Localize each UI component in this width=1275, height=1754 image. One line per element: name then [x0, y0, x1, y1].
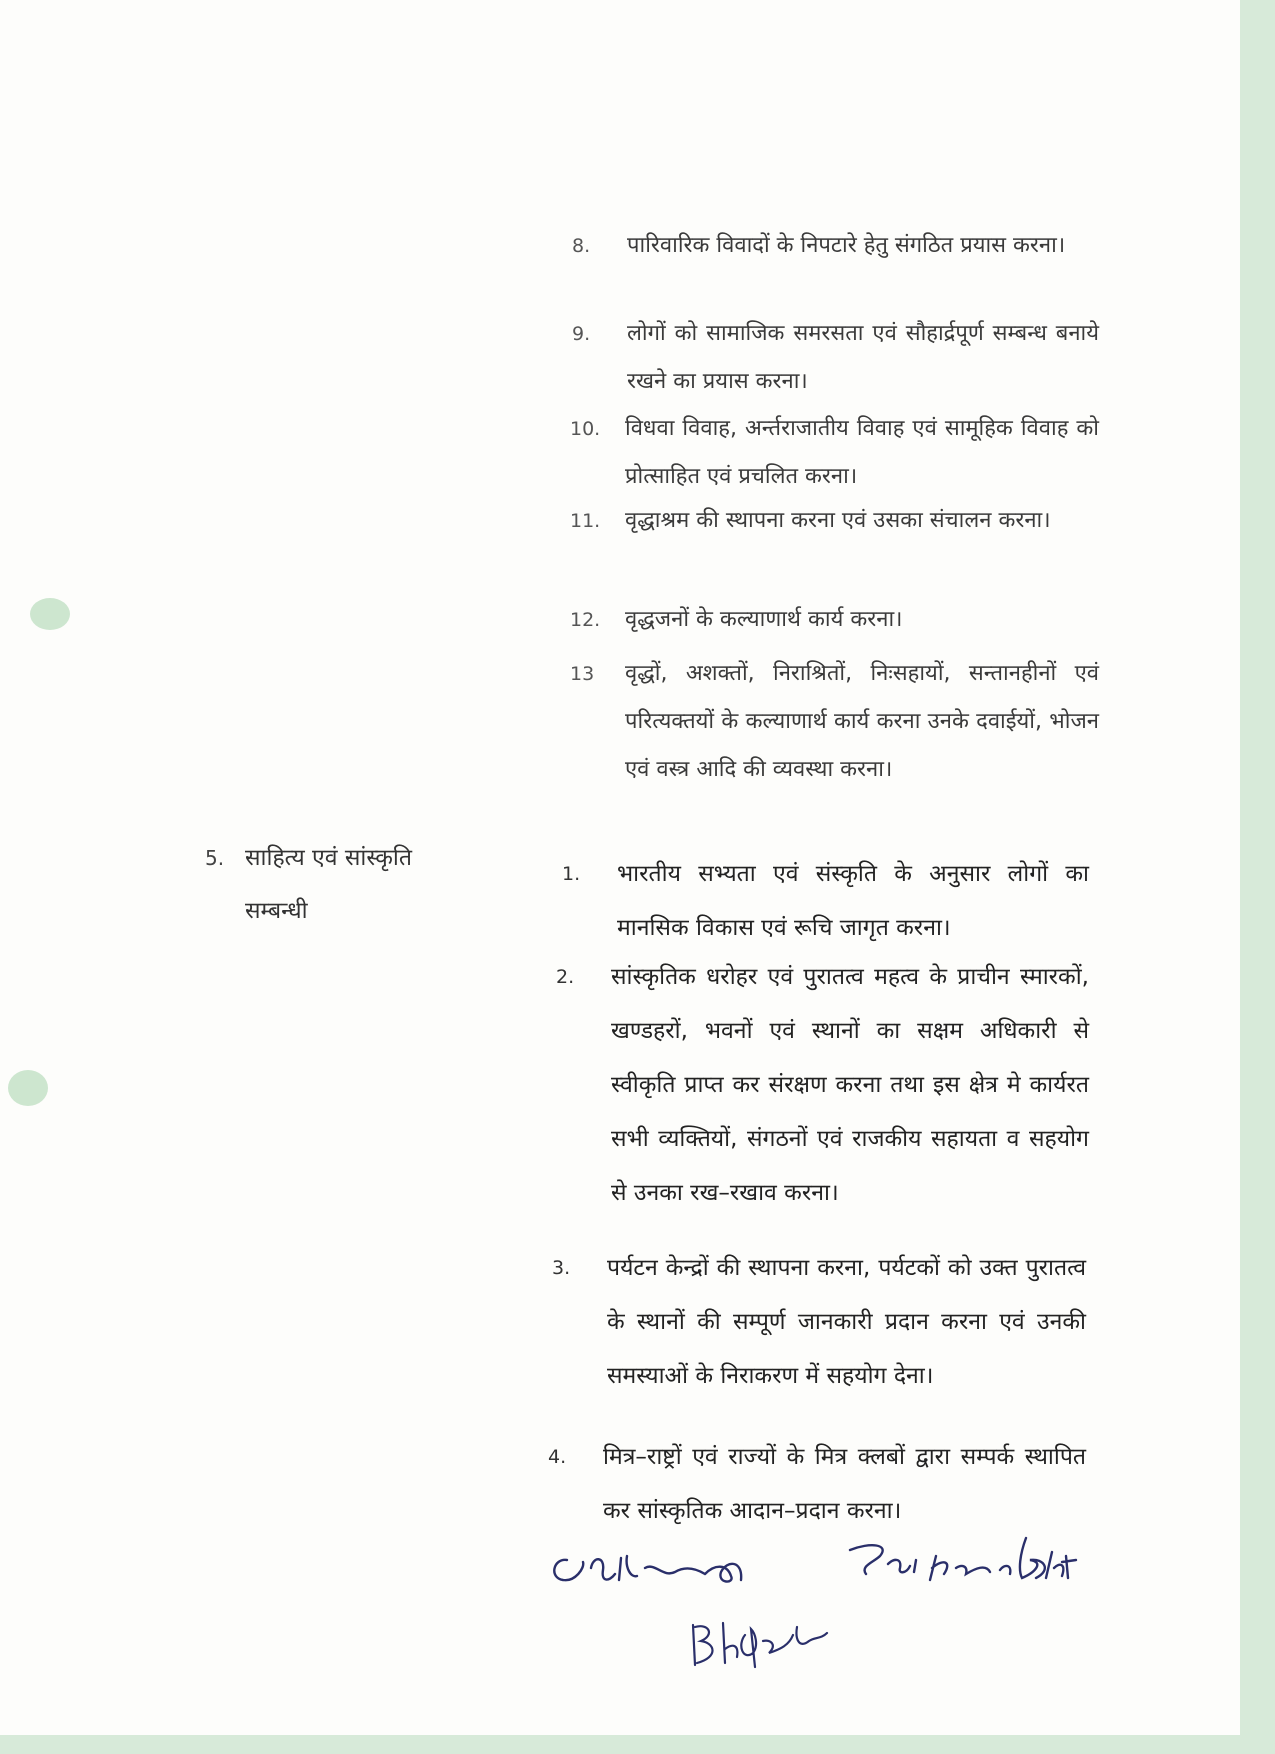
scan-edge-right — [1240, 0, 1275, 1754]
item-number: 9. — [572, 323, 591, 345]
item-number: 1. — [562, 863, 581, 885]
item-text: मित्र–राष्ट्रों एवं राज्यों के मित्र क्लबों द्वारा सम्पर्क स्थापित कर सांस्कृतिक आदान–प्रदान करना। — [603, 1444, 1086, 1524]
item-text: पारिवारिक विवादों के निपटारे हेतु संगठित प्रयास करना। — [627, 233, 1066, 258]
list-item — [570, 650, 1099, 794]
item-number: 8. — [572, 235, 591, 257]
list-item — [570, 497, 1099, 545]
item-number: 2. — [556, 966, 575, 988]
section-number: 5. — [205, 846, 225, 870]
list-item — [552, 1241, 1086, 1403]
item-number: 4. — [548, 1446, 567, 1468]
list-item — [570, 596, 1099, 644]
list-item — [570, 405, 1099, 501]
item-text: लोगों को सामाजिक समरसता एवं सौहार्द्रपूर्ण सम्बन्ध बनाये रखने का प्रयास करना। — [627, 321, 1099, 394]
list-item — [556, 950, 1089, 1220]
item-text: भारतीय सभ्यता एवं संस्कृति के अनुसार लोगों का मानसिक विकास एवं रूचि जागृत करना। — [617, 861, 1089, 941]
list-item — [572, 310, 1099, 406]
scan-mark — [30, 598, 70, 630]
item-text: विधवा विवाह, अर्न्तराजातीय विवाह एवं सामूहिक विवाह को प्रोत्साहित एवं प्रचलित करना। — [625, 416, 1099, 489]
section-title: साहित्य एवं सांस्कृति — [245, 845, 412, 871]
item-number: 13 — [570, 663, 595, 685]
item-text: वृद्धाश्रम की स्थापना करना एवं उसका संचालन करना। — [625, 508, 1051, 533]
signature-left — [545, 1538, 785, 1598]
item-text: सांस्कृतिक धरोहर एवं पुरातत्व महत्व के प्राचीन स्मारकों, खण्डहरों, भवनों एवं स्थानों का सक्षम अधिकारी से स्वीकृति प्राप्त कर संरक्षण करना तथा इस क्षेत्र मे कार्यरत सभी व्यक्तियों, संगठनों एवं राजकीय सहायता व सहयोग से उनका रख–रखाव करना। — [611, 964, 1089, 1206]
scan-mark — [8, 1070, 48, 1106]
item-number: 11. — [570, 510, 601, 532]
item-text: वृद्धजनों के कल्याणार्थ कार्य करना। — [625, 607, 903, 632]
item-number: 3. — [552, 1257, 571, 1279]
list-item — [572, 222, 1099, 270]
scan-edge-bottom — [0, 1735, 1275, 1754]
item-text: पर्यटन केन्द्रों की स्थापना करना, पर्यटकों को उक्त पुरातत्व के स्थानों की सम्पूर्ण जानकारी प्रदान करना एवं उनकी समस्याओं के निराकरण में सहयोग देना। — [607, 1255, 1086, 1389]
signature-right — [840, 1520, 1080, 1590]
section-title-continued: सम्बन्धी — [245, 898, 308, 924]
list-item — [562, 847, 1089, 955]
signature-bottom — [685, 1605, 835, 1675]
item-number: 10. — [570, 418, 601, 440]
item-number: 12. — [570, 609, 601, 631]
item-text: वृद्धों, अशक्तों, निराश्रितों, निःसहायों, सन्तानहीनों एवं परित्यक्तयों के कल्याणार्थ कार्य करना उनके दवाईयों, भोजन एवं वस्त्र आदि की व्यवस्था करना। — [625, 661, 1099, 782]
section-heading — [205, 832, 412, 884]
